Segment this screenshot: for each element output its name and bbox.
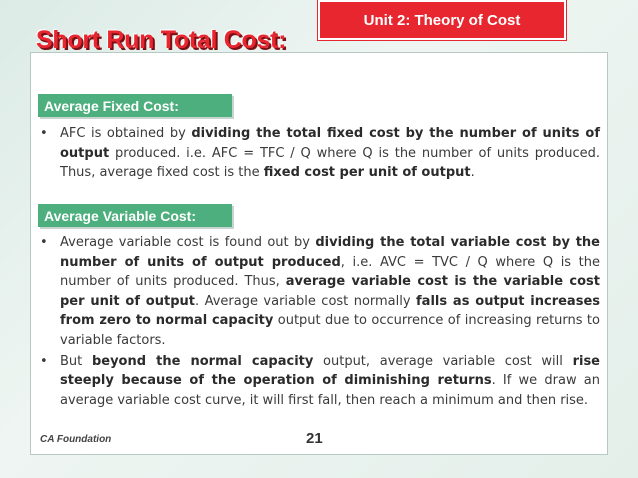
bullet-item: • Average variable cost is found out by dividing the total variable cost by the number of units of output produced, i.e. AVC = TVC / Q where Q is the number of units produced. Thus, average variable cost is the variable cost per unit of output. Average variable cost normally falls as output increases from zero to normal capacity output due to occurrence of increasing returns to variable factors. [40,235,601,348]
bullet-item: • AFC is obtained by dividing the total fixed cost by the number of units of output produced. i.e. AFC = TFC / Q where Q is the number of units produced. Thus, average fixed cost is the fixed cost per unit of output. [40,126,600,181]
afc-bullets [40,124,600,184]
bullet-marker: • [40,353,48,369]
bullet-item: • But beyond the normal capacity output, average variable cost will rise steeply because of the operation of diminishing returns. If we draw an average variable cost curve, it will first fall, then reach a minimum and then rise. [40,353,600,408]
bullet-marker: • [40,126,48,141]
bullet-marker: • [40,235,48,250]
slide-title: Short Run Total Cost: [36,26,287,54]
page-number: 21 [306,430,323,447]
section-label-avc: Average Variable Cost: [38,204,232,227]
unit-banner: Unit 2: Theory of Cost [318,0,566,40]
section-label-afc: Average Fixed Cost: [38,94,232,117]
footer-course: CA Foundation [40,434,112,445]
avc-bullets [40,233,600,411]
